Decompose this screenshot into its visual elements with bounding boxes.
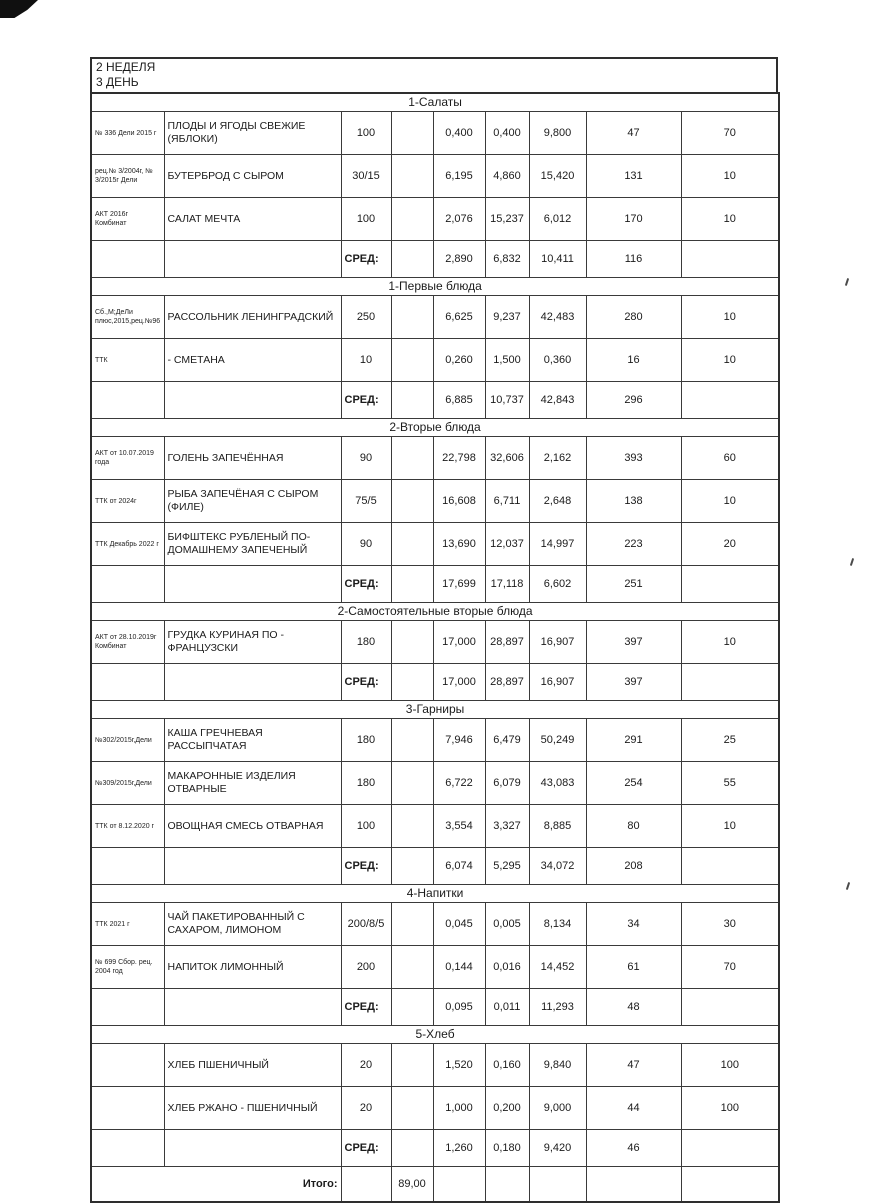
cell-carbs: 6,012 bbox=[529, 198, 586, 241]
cell-portion bbox=[341, 1167, 391, 1203]
cell-ref: ТТК Декабрь 2022 г bbox=[91, 523, 164, 566]
section-header-row bbox=[91, 603, 779, 621]
cell-extra: 70 bbox=[681, 946, 779, 989]
cell-carbs: 9,000 bbox=[529, 1087, 586, 1130]
section-header-row bbox=[91, 419, 779, 437]
cell-carbs: 15,420 bbox=[529, 155, 586, 198]
cell-extra: 100 bbox=[681, 1044, 779, 1087]
cell-kcal: 170 bbox=[586, 198, 681, 241]
cell-ref bbox=[91, 241, 164, 278]
cell-fat: 0,180 bbox=[485, 1130, 529, 1167]
table-row bbox=[91, 437, 779, 480]
cell-protein: 6,722 bbox=[433, 762, 485, 805]
cell-ref bbox=[91, 566, 164, 603]
cell-extra: 70 bbox=[681, 112, 779, 155]
cell-carbs: 14,452 bbox=[529, 946, 586, 989]
cell-gap bbox=[391, 566, 433, 603]
cell-carbs: 9,420 bbox=[529, 1130, 586, 1167]
cell-extra bbox=[681, 566, 779, 603]
table-row bbox=[91, 296, 779, 339]
cell-kcal: 46 bbox=[586, 1130, 681, 1167]
cell-gap bbox=[391, 296, 433, 339]
section-header-row bbox=[91, 93, 779, 112]
section-header-row bbox=[91, 278, 779, 296]
cell-ref: ТТК от 8.12.2020 г bbox=[91, 805, 164, 848]
average-label: СРЕД: bbox=[341, 848, 391, 885]
cell-protein: 3,554 bbox=[433, 805, 485, 848]
average-row bbox=[91, 848, 779, 885]
cell-kcal: 131 bbox=[586, 155, 681, 198]
cell-protein: 0,400 bbox=[433, 112, 485, 155]
cell-carbs bbox=[529, 1167, 586, 1203]
cell-fat: 1,500 bbox=[485, 339, 529, 382]
cell-extra: 60 bbox=[681, 437, 779, 480]
cell-kcal: 393 bbox=[586, 437, 681, 480]
cell-protein: 6,885 bbox=[433, 382, 485, 419]
cell-kcal: 397 bbox=[586, 664, 681, 701]
cell-fat: 9,237 bbox=[485, 296, 529, 339]
scanned-menu-page bbox=[90, 57, 778, 1203]
scan-mark bbox=[846, 882, 850, 890]
cell-carbs: 8,134 bbox=[529, 903, 586, 946]
average-row bbox=[91, 664, 779, 701]
cell-protein: 2,076 bbox=[433, 198, 485, 241]
cell-dish-name: ЧАЙ ПАКЕТИРОВАННЫЙ С САХАРОМ, ЛИМОНОМ bbox=[164, 903, 341, 946]
cell-protein: 0,045 bbox=[433, 903, 485, 946]
cell-portion: 100 bbox=[341, 198, 391, 241]
cell-fat: 4,860 bbox=[485, 155, 529, 198]
cell-gap bbox=[391, 1044, 433, 1087]
scan-corner-artifact bbox=[0, 0, 38, 18]
section-title: 2-Самостоятельные вторые блюда bbox=[91, 603, 779, 621]
cell-ref: №309/2015г,Дели bbox=[91, 762, 164, 805]
cell-fat: 3,327 bbox=[485, 805, 529, 848]
cell-gap bbox=[391, 339, 433, 382]
cell-portion: 200/8/5 bbox=[341, 903, 391, 946]
cell-dish-name: ПЛОДЫ И ЯГОДЫ СВЕЖИЕ (ЯБЛОКИ) bbox=[164, 112, 341, 155]
cell-kcal bbox=[586, 1167, 681, 1203]
cell-ref: АКТ от 28.10.2019г Комбинат bbox=[91, 621, 164, 664]
cell-fat: 32,606 bbox=[485, 437, 529, 480]
cell-extra: 30 bbox=[681, 903, 779, 946]
average-label: СРЕД: bbox=[341, 1130, 391, 1167]
cell-dish-name: ГОЛЕНЬ ЗАПЕЧЁННАЯ bbox=[164, 437, 341, 480]
cell-ref: ТТК от 2024г bbox=[91, 480, 164, 523]
cell-ref: АКТ 2016г Комбинат bbox=[91, 198, 164, 241]
week-label: 2 НЕДЕЛЯ bbox=[96, 60, 156, 74]
cell-ref: № 336 Дели 2015 г bbox=[91, 112, 164, 155]
total-value: 89,00 bbox=[391, 1167, 433, 1203]
cell-protein: 1,260 bbox=[433, 1130, 485, 1167]
cell-extra: 10 bbox=[681, 621, 779, 664]
cell-fat: 0,016 bbox=[485, 946, 529, 989]
average-label: СРЕД: bbox=[341, 989, 391, 1026]
cell-fat: 6,079 bbox=[485, 762, 529, 805]
cell-kcal: 397 bbox=[586, 621, 681, 664]
cell-fat: 28,897 bbox=[485, 621, 529, 664]
cell-protein: 0,144 bbox=[433, 946, 485, 989]
cell-ref bbox=[91, 989, 164, 1026]
section-title: 5-Хлеб bbox=[91, 1026, 779, 1044]
cell-dish-name bbox=[164, 848, 341, 885]
cell-carbs: 0,360 bbox=[529, 339, 586, 382]
cell-protein: 6,195 bbox=[433, 155, 485, 198]
cell-kcal: 44 bbox=[586, 1087, 681, 1130]
day-label: 3 ДЕНЬ bbox=[96, 75, 139, 89]
cell-carbs: 14,997 bbox=[529, 523, 586, 566]
cell-ref: ТТК bbox=[91, 339, 164, 382]
cell-kcal: 138 bbox=[586, 480, 681, 523]
cell-protein: 1,520 bbox=[433, 1044, 485, 1087]
scan-mark bbox=[845, 278, 849, 286]
cell-gap bbox=[391, 903, 433, 946]
cell-fat: 6,832 bbox=[485, 241, 529, 278]
cell-portion: 250 bbox=[341, 296, 391, 339]
cell-extra: 10 bbox=[681, 198, 779, 241]
cell-portion: 180 bbox=[341, 621, 391, 664]
cell-dish-name bbox=[164, 1130, 341, 1167]
cell-fat bbox=[485, 1167, 529, 1203]
cell-carbs: 2,648 bbox=[529, 480, 586, 523]
cell-gap bbox=[391, 762, 433, 805]
cell-fat: 0,160 bbox=[485, 1044, 529, 1087]
table-row bbox=[91, 805, 779, 848]
cell-kcal: 116 bbox=[586, 241, 681, 278]
table-row bbox=[91, 198, 779, 241]
cell-extra bbox=[681, 989, 779, 1026]
cell-protein: 0,260 bbox=[433, 339, 485, 382]
cell-extra bbox=[681, 1167, 779, 1203]
cell-dish-name bbox=[164, 566, 341, 603]
cell-extra: 10 bbox=[681, 805, 779, 848]
cell-kcal: 208 bbox=[586, 848, 681, 885]
table-row bbox=[91, 1087, 779, 1130]
table-row bbox=[91, 762, 779, 805]
cell-protein: 7,946 bbox=[433, 719, 485, 762]
cell-dish-name: РАССОЛЬНИК ЛЕНИНГРАДСКИЙ bbox=[164, 296, 341, 339]
cell-dish-name: САЛАТ МЕЧТА bbox=[164, 198, 341, 241]
cell-dish-name: КАША ГРЕЧНЕВАЯ РАССЫПЧАТАЯ bbox=[164, 719, 341, 762]
cell-fat: 0,400 bbox=[485, 112, 529, 155]
cell-carbs: 16,907 bbox=[529, 621, 586, 664]
cell-gap bbox=[391, 112, 433, 155]
section-title: 4-Напитки bbox=[91, 885, 779, 903]
cell-gap bbox=[391, 719, 433, 762]
cell-kcal: 296 bbox=[586, 382, 681, 419]
cell-dish-name bbox=[164, 989, 341, 1026]
cell-portion: 100 bbox=[341, 112, 391, 155]
cell-portion: 30/15 bbox=[341, 155, 391, 198]
cell-carbs: 42,483 bbox=[529, 296, 586, 339]
cell-ref bbox=[91, 1130, 164, 1167]
section-header-row bbox=[91, 701, 779, 719]
document-header bbox=[90, 57, 778, 92]
cell-extra bbox=[681, 382, 779, 419]
cell-kcal: 223 bbox=[586, 523, 681, 566]
cell-ref bbox=[91, 1044, 164, 1087]
cell-protein: 16,608 bbox=[433, 480, 485, 523]
cell-protein: 22,798 bbox=[433, 437, 485, 480]
cell-kcal: 16 bbox=[586, 339, 681, 382]
cell-gap bbox=[391, 523, 433, 566]
section-header-row bbox=[91, 1026, 779, 1044]
average-label: СРЕД: bbox=[341, 664, 391, 701]
table-row bbox=[91, 523, 779, 566]
cell-extra: 10 bbox=[681, 480, 779, 523]
cell-fat: 6,479 bbox=[485, 719, 529, 762]
section-title: 1-Первые блюда bbox=[91, 278, 779, 296]
cell-ref: рец.№ 3/2004г, № 3/2015г Дели bbox=[91, 155, 164, 198]
cell-ref bbox=[91, 382, 164, 419]
cell-portion: 10 bbox=[341, 339, 391, 382]
cell-ref bbox=[91, 848, 164, 885]
cell-carbs: 50,249 bbox=[529, 719, 586, 762]
cell-gap bbox=[391, 437, 433, 480]
cell-ref: Сб.,М;ДеЛи плюс,2015,рец.№96 bbox=[91, 296, 164, 339]
cell-extra bbox=[681, 664, 779, 701]
cell-extra: 10 bbox=[681, 296, 779, 339]
average-row bbox=[91, 382, 779, 419]
cell-ref bbox=[91, 1087, 164, 1130]
cell-protein: 17,699 bbox=[433, 566, 485, 603]
cell-dish-name bbox=[164, 664, 341, 701]
cell-ref: №302/2015г,Дели bbox=[91, 719, 164, 762]
cell-protein bbox=[433, 1167, 485, 1203]
cell-carbs: 43,083 bbox=[529, 762, 586, 805]
cell-gap bbox=[391, 198, 433, 241]
cell-gap bbox=[391, 241, 433, 278]
table-row bbox=[91, 339, 779, 382]
cell-portion: 90 bbox=[341, 437, 391, 480]
section-title: 2-Вторые блюда bbox=[91, 419, 779, 437]
cell-portion: 75/5 bbox=[341, 480, 391, 523]
cell-portion: 20 bbox=[341, 1087, 391, 1130]
average-row bbox=[91, 566, 779, 603]
table-row bbox=[91, 1044, 779, 1087]
cell-extra: 55 bbox=[681, 762, 779, 805]
cell-protein: 17,000 bbox=[433, 621, 485, 664]
cell-gap bbox=[391, 480, 433, 523]
cell-fat: 0,005 bbox=[485, 903, 529, 946]
cell-carbs: 10,411 bbox=[529, 241, 586, 278]
cell-carbs: 9,800 bbox=[529, 112, 586, 155]
cell-kcal: 251 bbox=[586, 566, 681, 603]
cell-dish-name bbox=[164, 241, 341, 278]
cell-portion: 20 bbox=[341, 1044, 391, 1087]
total-label: Итого: bbox=[91, 1167, 341, 1203]
section-title: 1-Салаты bbox=[91, 93, 779, 112]
cell-gap bbox=[391, 155, 433, 198]
cell-kcal: 48 bbox=[586, 989, 681, 1026]
table-row bbox=[91, 155, 779, 198]
average-row bbox=[91, 1130, 779, 1167]
cell-dish-name: БУТЕРБРОД С СЫРОМ bbox=[164, 155, 341, 198]
cell-portion: 90 bbox=[341, 523, 391, 566]
cell-extra: 10 bbox=[681, 339, 779, 382]
cell-dish-name: РЫБА ЗАПЕЧЁНАЯ С СЫРОМ (ФИЛЕ) bbox=[164, 480, 341, 523]
cell-gap bbox=[391, 621, 433, 664]
cell-kcal: 280 bbox=[586, 296, 681, 339]
cell-dish-name: ГРУДКА КУРИНАЯ ПО - ФРАНЦУЗСКИ bbox=[164, 621, 341, 664]
cell-fat: 12,037 bbox=[485, 523, 529, 566]
average-label: СРЕД: bbox=[341, 566, 391, 603]
cell-kcal: 47 bbox=[586, 112, 681, 155]
cell-dish-name bbox=[164, 382, 341, 419]
cell-portion: 100 bbox=[341, 805, 391, 848]
cell-portion: 180 bbox=[341, 719, 391, 762]
cell-dish-name: ХЛЕБ ПШЕНИЧНЫЙ bbox=[164, 1044, 341, 1087]
cell-protein: 6,074 bbox=[433, 848, 485, 885]
menu-table-body bbox=[91, 93, 779, 1202]
cell-protein: 17,000 bbox=[433, 664, 485, 701]
average-row bbox=[91, 989, 779, 1026]
table-row bbox=[91, 903, 779, 946]
cell-protein: 0,095 bbox=[433, 989, 485, 1026]
cell-extra: 20 bbox=[681, 523, 779, 566]
cell-gap bbox=[391, 848, 433, 885]
cell-extra bbox=[681, 241, 779, 278]
cell-fat: 10,737 bbox=[485, 382, 529, 419]
table-row bbox=[91, 719, 779, 762]
cell-kcal: 80 bbox=[586, 805, 681, 848]
cell-kcal: 291 bbox=[586, 719, 681, 762]
cell-dish-name: БИФШТЕКС РУБЛЕНЫЙ ПО-ДОМАШНЕМУ ЗАПЕЧЕНЫЙ bbox=[164, 523, 341, 566]
table-row bbox=[91, 112, 779, 155]
cell-protein: 1,000 bbox=[433, 1087, 485, 1130]
cell-extra bbox=[681, 1130, 779, 1167]
cell-protein: 2,890 bbox=[433, 241, 485, 278]
cell-protein: 6,625 bbox=[433, 296, 485, 339]
table-row bbox=[91, 480, 779, 523]
cell-extra: 10 bbox=[681, 155, 779, 198]
table-row bbox=[91, 621, 779, 664]
cell-dish-name: ОВОЩНАЯ СМЕСЬ ОТВАРНАЯ bbox=[164, 805, 341, 848]
cell-fat: 17,118 bbox=[485, 566, 529, 603]
cell-carbs: 6,602 bbox=[529, 566, 586, 603]
cell-fat: 6,711 bbox=[485, 480, 529, 523]
cell-gap bbox=[391, 1087, 433, 1130]
section-header-row bbox=[91, 885, 779, 903]
menu-table bbox=[90, 92, 780, 1203]
cell-carbs: 34,072 bbox=[529, 848, 586, 885]
cell-dish-name: - СМЕТАНА bbox=[164, 339, 341, 382]
cell-carbs: 8,885 bbox=[529, 805, 586, 848]
cell-portion: 180 bbox=[341, 762, 391, 805]
cell-gap bbox=[391, 805, 433, 848]
cell-kcal: 61 bbox=[586, 946, 681, 989]
cell-extra: 100 bbox=[681, 1087, 779, 1130]
cell-ref: № 699 Сбор. рец. 2004 год bbox=[91, 946, 164, 989]
cell-portion: 200 bbox=[341, 946, 391, 989]
table-row bbox=[91, 946, 779, 989]
cell-ref: ТТК 2021 г bbox=[91, 903, 164, 946]
scan-mark bbox=[850, 558, 854, 566]
average-label: СРЕД: bbox=[341, 382, 391, 419]
cell-carbs: 42,843 bbox=[529, 382, 586, 419]
cell-carbs: 9,840 bbox=[529, 1044, 586, 1087]
cell-fat: 0,200 bbox=[485, 1087, 529, 1130]
cell-gap bbox=[391, 1130, 433, 1167]
section-title: 3-Гарниры bbox=[91, 701, 779, 719]
cell-dish-name: НАПИТОК ЛИМОННЫЙ bbox=[164, 946, 341, 989]
cell-fat: 0,011 bbox=[485, 989, 529, 1026]
cell-extra: 25 bbox=[681, 719, 779, 762]
cell-gap bbox=[391, 382, 433, 419]
cell-dish-name: МАКАРОННЫЕ ИЗДЕЛИЯ ОТВАРНЫЕ bbox=[164, 762, 341, 805]
cell-fat: 15,237 bbox=[485, 198, 529, 241]
cell-fat: 28,897 bbox=[485, 664, 529, 701]
cell-extra bbox=[681, 848, 779, 885]
cell-kcal: 47 bbox=[586, 1044, 681, 1087]
cell-ref: АКТ от 10.07.2019 года bbox=[91, 437, 164, 480]
cell-protein: 13,690 bbox=[433, 523, 485, 566]
cell-gap bbox=[391, 664, 433, 701]
cell-carbs: 11,293 bbox=[529, 989, 586, 1026]
cell-fat: 5,295 bbox=[485, 848, 529, 885]
average-row bbox=[91, 241, 779, 278]
cell-carbs: 16,907 bbox=[529, 664, 586, 701]
cell-kcal: 34 bbox=[586, 903, 681, 946]
total-row bbox=[91, 1167, 779, 1203]
average-label: СРЕД: bbox=[341, 241, 391, 278]
cell-gap bbox=[391, 989, 433, 1026]
cell-carbs: 2,162 bbox=[529, 437, 586, 480]
cell-kcal: 254 bbox=[586, 762, 681, 805]
cell-gap bbox=[391, 946, 433, 989]
cell-dish-name: ХЛЕБ РЖАНО - ПШЕНИЧНЫЙ bbox=[164, 1087, 341, 1130]
cell-ref bbox=[91, 664, 164, 701]
